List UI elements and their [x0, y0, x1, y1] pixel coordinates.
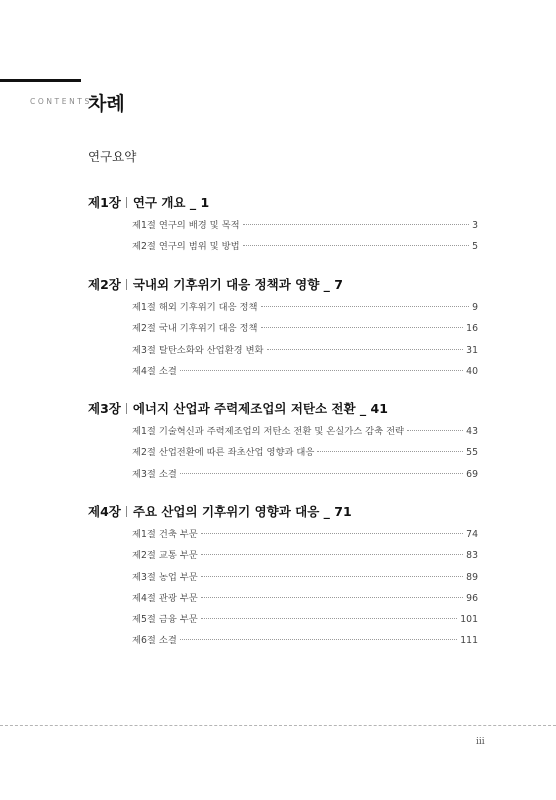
toc-entry[interactable]: [132, 547, 478, 568]
leader-dots: [201, 618, 458, 619]
entry-page: 96: [466, 592, 478, 604]
chapter-title: 국내외 기후위기 대응 정책과 영향 _ 7: [132, 277, 343, 292]
entry-title: 제1절 기술혁신과 주력제조업의 저탄소 전환 및 온실가스 감축 전략: [132, 426, 405, 437]
entry-page: 43: [466, 426, 478, 437]
entry-title: 제4절 소결: [132, 365, 177, 377]
entry-page: 101: [460, 614, 478, 626]
divider: [126, 279, 127, 290]
toc-entry[interactable]: [132, 320, 478, 341]
entry-title: 제3절 탈탄소화와 산업환경 변화: [132, 344, 264, 356]
divider: [126, 197, 127, 208]
toc-entry[interactable]: [132, 590, 478, 611]
entry-title: 제5절 금융 부문: [132, 614, 198, 626]
leader-dots: [180, 639, 457, 640]
toc-entry[interactable]: [132, 632, 478, 653]
chapter-heading[interactable]: [88, 399, 478, 417]
chapter-number: 제1장: [88, 195, 121, 210]
footer-divider: [0, 725, 556, 726]
toc-entry[interactable]: [132, 299, 478, 320]
entry-title: 제1절 건축 부문: [132, 529, 198, 540]
toc-entry[interactable]: [132, 342, 478, 363]
chapter-heading[interactable]: [88, 502, 478, 520]
toc-entry[interactable]: [132, 238, 478, 259]
entry-title: 제2절 국내 기후위기 대응 정책: [132, 323, 258, 335]
leader-dots: [317, 451, 463, 452]
contents-label: CONTENTS: [30, 97, 92, 106]
leader-dots: [243, 245, 470, 246]
entry-title: 제6절 소결: [132, 635, 177, 647]
leader-dots: [201, 576, 463, 577]
entry-page: 111: [460, 635, 478, 647]
toc-entry[interactable]: [132, 423, 478, 444]
toc-summary-link[interactable]: 연구요약: [88, 149, 137, 164]
entry-page: 31: [466, 344, 478, 356]
entry-page: 5: [472, 241, 478, 253]
chapter-2: [88, 275, 478, 384]
chapter-4: [88, 502, 478, 654]
chapter-number: 제2장: [88, 277, 121, 292]
chapter-title: 연구 개요 _ 1: [132, 195, 210, 210]
entry-title: 제2절 교통 부문: [132, 550, 198, 562]
toc-entry[interactable]: [132, 217, 478, 238]
leader-dots: [261, 327, 464, 328]
entry-page: 74: [466, 529, 478, 540]
entry-title: 제1절 연구의 배경 및 목적: [132, 220, 240, 231]
toc-entry[interactable]: [132, 569, 478, 590]
divider: [126, 403, 127, 414]
entry-page: 3: [472, 220, 478, 231]
chapter-1: [88, 193, 478, 260]
leader-dots: [261, 306, 470, 307]
entry-page: 89: [466, 571, 478, 583]
entry-page: 69: [466, 468, 478, 480]
chapter-number: 제3장: [88, 401, 121, 416]
chapter-number: 제4장: [88, 504, 121, 519]
entry-title: 제1절 해외 기후위기 대응 정책: [132, 302, 258, 313]
page-number: iii: [476, 737, 485, 747]
chapter-title: 주요 산업의 기후위기 영향과 대응 _ 71: [132, 504, 352, 519]
entry-page: 83: [466, 550, 478, 562]
chapter-heading[interactable]: [88, 275, 478, 293]
leader-dots: [180, 473, 463, 474]
entry-title: 제4절 관광 부문: [132, 592, 198, 604]
chapter-3: [88, 399, 478, 487]
page-title: 차례: [88, 93, 125, 115]
toc-entry[interactable]: [132, 466, 478, 487]
entry-title: 제3절 소결: [132, 468, 177, 480]
chapter-title: 에너지 산업과 주력제조업의 저탄소 전환 _ 41: [132, 401, 388, 416]
top-rule: [0, 79, 81, 82]
leader-dots: [267, 349, 464, 350]
toc-entry[interactable]: [132, 444, 478, 465]
entry-page: 40: [466, 365, 478, 377]
chapter-heading[interactable]: [88, 193, 478, 211]
entry-page: 9: [472, 302, 478, 313]
divider: [126, 506, 127, 517]
toc-entry[interactable]: [132, 363, 478, 384]
toc-entry[interactable]: [132, 526, 478, 547]
leader-dots: [201, 554, 463, 555]
leader-dots: [180, 370, 463, 371]
leader-dots: [243, 224, 470, 225]
leader-dots: [407, 430, 463, 431]
entry-page: 16: [466, 323, 478, 335]
entry-title: 제3절 농업 부문: [132, 571, 198, 583]
entry-title: 제2절 산업전환에 따른 좌초산업 영향과 대응: [132, 447, 315, 459]
leader-dots: [201, 533, 463, 534]
leader-dots: [201, 597, 463, 598]
entry-page: 55: [466, 447, 478, 459]
entry-title: 제2절 연구의 범위 및 방법: [132, 241, 240, 253]
toc-entry[interactable]: [132, 611, 478, 632]
